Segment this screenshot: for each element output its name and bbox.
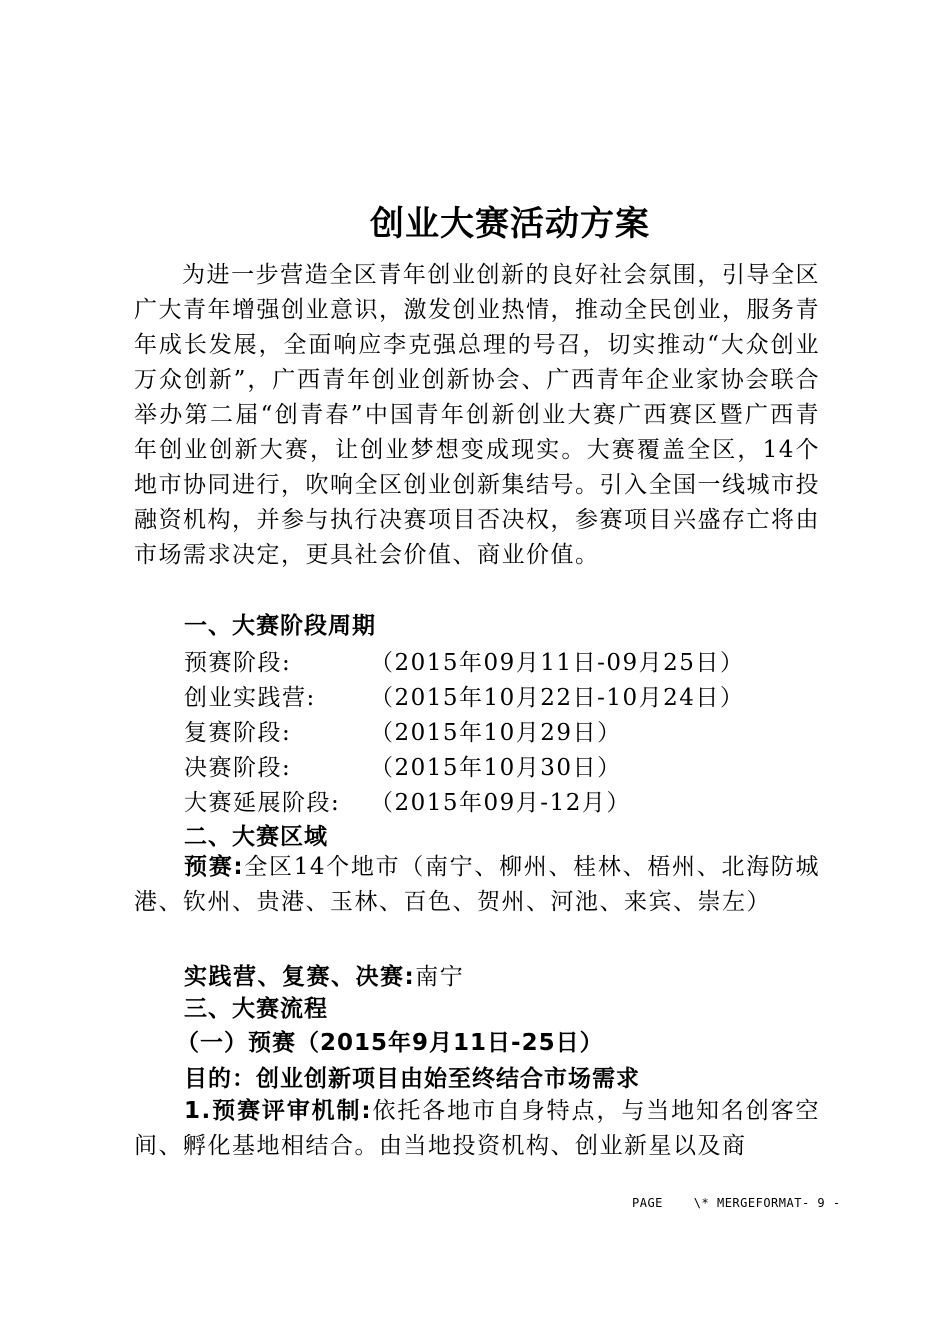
subsection-prelim: （一）预赛（2015年9月11日-25日）: [176, 1030, 604, 1056]
section-heading-process: 三、大赛流程: [184, 996, 328, 1022]
review-mechanism-paragraph: [134, 1094, 820, 1164]
stage-name: 预赛阶段:: [184, 650, 292, 676]
stage-row: [184, 644, 744, 677]
document-title: 创业大赛活动方案: [370, 204, 650, 244]
review-mechanism-text: 依托各地市自身特点，与当地知名创客空间、孵化基地相结合。由当地投资机构、创业新星以及商: [134, 1098, 820, 1159]
purpose-line: 目的：创业创新项目由始至终结合市场需求: [184, 1066, 640, 1092]
stage-name: 大赛延展阶段:: [184, 790, 341, 816]
stage-name: 复赛阶段:: [184, 720, 292, 746]
stage-row: [184, 784, 631, 817]
final-text: 南宁: [415, 964, 465, 990]
stage-name: 决赛阶段:: [184, 755, 292, 781]
stage-row: [184, 749, 622, 782]
stage-row: [184, 714, 622, 747]
prelim-text: 全区14个地市（南宁、柳州、桂林、梧州、北海防城港、钦州、贵港、玉林、百色、贺州、河池、来宾、崇左）: [134, 854, 820, 915]
intro-paragraph: 为进一步营造全区青年创业创新的良好社会氛围，引导全区广大青年增强创业意识，激发创业热情，推动全民创业，服务青年成长发展，全面响应李克强总理的号召，切实推动“大众创业 万众创新”，广西青年创业创新协会、广西青年企业家协会联合举办第二届“创青春”中国青年创新创业大赛广西赛区暨广西青年创业创新大赛，让创业梦想变成现实。大赛覆盖全区，14个地市协同进行，吹响全区创业创新集结号。引入全国一线城市投融资机构，并参与执行决赛项目否决权，参赛项目兴盛存亡将由市场需求决定，更具社会价值、商业价值。: [134, 262, 820, 568]
stage-date: （2015年10月29日）: [370, 720, 622, 746]
stage-row: [184, 679, 744, 712]
prelim-region-paragraph: [134, 850, 820, 920]
prelim-label: 预赛:: [184, 854, 245, 880]
stage-date: （2015年10月30日）: [370, 755, 622, 781]
stage-date: （2015年10月22日-10月24日）: [370, 685, 745, 711]
final-label: 实践营、复赛、决赛:: [184, 964, 416, 990]
section-heading-region: 二、大赛区域: [184, 824, 328, 850]
stage-date: （2015年09月-12月）: [370, 790, 631, 816]
page-footer: PAGE \* MERGEFORMAT- 9 -: [632, 1196, 841, 1210]
review-mechanism-label: 1.预赛评审机制:: [184, 1098, 373, 1124]
stage-name: 创业实践营:: [184, 685, 316, 711]
stage-date: （2015年09月11日-09月25日）: [370, 650, 745, 676]
final-region-line: [184, 958, 464, 991]
section-heading-stages: 一、大赛阶段周期: [184, 613, 376, 639]
